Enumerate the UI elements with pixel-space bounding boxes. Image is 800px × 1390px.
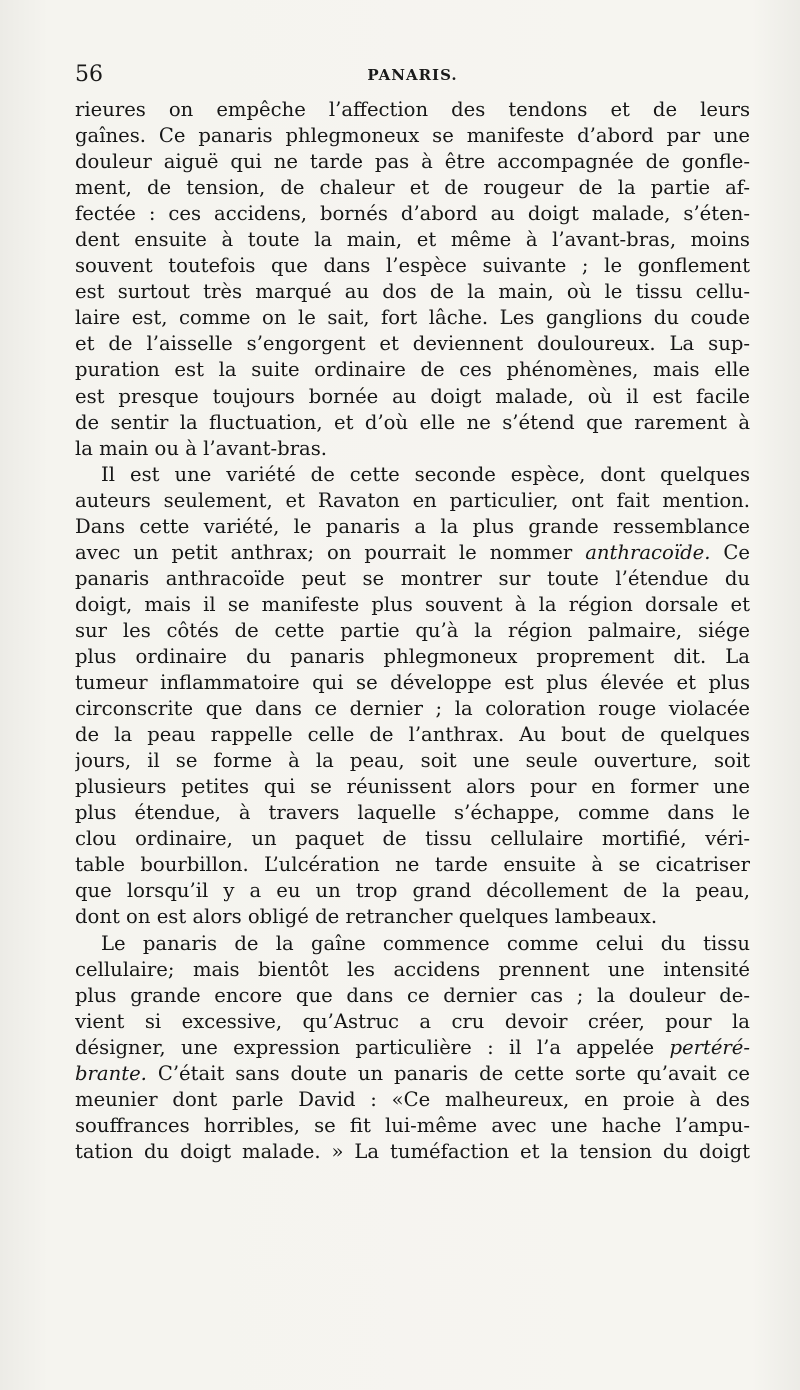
line-text: Le panaris de la gaîne commence comme celui du tissu [101,931,750,955]
line-text: plusieurs petites qui se réunissent alors pour en former une [75,775,750,799]
line-text: et de l’aisselle s’engorgent et deviennent douloureux. La sup- [75,332,750,356]
line-text: Il est une variété de cette seconde espèce, dont quelques [101,462,750,486]
line-text: plus grande encore que dans ce dernier cas ; la douleur de- [75,983,750,1007]
line-text: jours, il se forme à la peau, soit une seule ouverture, soit [75,749,750,773]
line-text: doigt, mais il se manifeste plus souvent à la région dorsale et [75,592,750,616]
line-text: souffrances horribles, se fit lui-même avec une hache l’ampu- [75,1113,750,1137]
text-line [75,331,750,357]
line-text: de sentir la fluctuation, et d’où elle ne s’étend que rarement à [75,410,750,434]
text-line [75,774,750,800]
text-line [75,931,750,957]
line-text: table bourbillon. L’ulcération ne tarde ensuite à se cicatriser [75,853,750,877]
line-text: fectée : ces accidens, bornés d’abord au doigt malade, s’éten- [75,202,750,226]
italic-term: pertéré- [669,1035,750,1059]
line-text: circonscrite que dans ce dernier ; la coloration rouge violacée [75,697,750,721]
page-header [75,62,750,94]
text-line [75,878,750,904]
line-text: meunier dont parle David : «Ce malheureux, en proie à des [75,1087,750,1111]
text-line [75,410,750,436]
line-text: dent ensuite à toute la main, et même à l’avant-bras, moins [75,228,750,252]
line-text: plus ordinaire du panaris phlegmoneux proprement dit. La [75,644,750,668]
italic-term: anthracoïde. [585,540,711,564]
line-text-after: Ce [710,540,750,564]
line-text: la main ou à l’avant-bras. [75,436,328,460]
text-line [75,514,750,540]
italic-term: brante. [75,1061,147,1085]
text-line [75,384,750,410]
text-line [75,488,750,514]
text-line [75,670,750,696]
line-text-after: C’était sans doute un panaris de cette sorte qu’avait ce [146,1061,750,1085]
line-text: plus étendue, à travers laquelle s’échappe, comme dans le [75,801,750,825]
line-text: de la peau rappelle celle de l’anthrax. Au bout de quelques [75,723,750,747]
line-text: désigner, une expression particulière : il l’a appelée [75,1035,670,1059]
line-text: puration est la suite ordinaire de ces phénomènes, mais elle [75,358,750,382]
line-text: clou ordinaire, un paquet de tissu cellulaire mortifié, véri- [75,827,750,851]
text-line [75,123,750,149]
line-text: ment, de tension, de chaleur et de rougeur de la partie af- [75,176,750,200]
text-line [75,149,750,175]
line-text: sur les côtés de cette partie qu’à la région palmaire, siége [75,618,750,642]
text-line [75,592,750,618]
text-line [75,357,750,383]
text-line [75,1061,750,1087]
line-text: auteurs seulement, et Ravaton en particulier, ont fait mention. [75,488,750,512]
text-line [75,1113,750,1139]
line-text: cellulaire; mais bientôt les accidens prennent une intensité [75,957,750,981]
text-line [75,566,750,592]
text-line [75,618,750,644]
body-text [75,97,750,1165]
line-text: est presque toujours bornée au doigt malade, où il est facile [75,384,750,408]
line-text: dont on est alors obligé de retrancher quelques lambeaux. [75,905,658,929]
running-title: PANARIS. [367,66,458,84]
line-text: souvent toutefois que dans l’espèce suivante ; le gonflement [75,254,750,278]
line-text: Dans cette variété, le panaris a la plus grande ressemblance [75,514,750,538]
text-line [75,644,750,670]
text-line [75,904,750,930]
text-line [75,696,750,722]
line-text: vient si excessive, qu’Astruc a cru devoir créer, pour la [75,1009,750,1033]
text-line [75,748,750,774]
text-line [75,175,750,201]
page-number: 56 [75,62,103,87]
text-line [75,305,750,331]
text-line [75,800,750,826]
text-line [75,852,750,878]
text-line [75,227,750,253]
text-line [75,1035,750,1061]
text-line [75,253,750,279]
text-line [75,201,750,227]
text-line [75,983,750,1009]
text-line [75,462,750,488]
line-text: panaris anthracoïde peut se montrer sur toute l’étendue du [75,566,750,590]
text-line [75,97,750,123]
line-text: tation du doigt malade. » La tuméfaction et la tension du doigt [75,1139,750,1163]
text-line [75,540,750,566]
text-line [75,436,750,462]
line-text: douleur aiguë qui ne tarde pas à être accompagnée de gonfle- [75,150,750,174]
text-line [75,1009,750,1035]
line-text: avec un petit anthrax; on pourrait le nommer [75,540,586,564]
text-line [75,279,750,305]
line-text: est surtout très marqué au dos de la main, où le tissu cellu- [75,280,750,304]
line-text: laire est, comme on le sait, fort lâche. Les ganglions du coude [75,306,750,330]
text-line [75,957,750,983]
text-line [75,722,750,748]
line-text: rieures on empêche l’affection des tendons et de leurs [75,98,750,121]
line-text: tumeur inflammatoire qui se développe est plus élevée et plus [75,671,750,695]
text-line [75,1139,750,1165]
text-line [75,826,750,852]
text-line [75,1087,750,1113]
line-text: gaînes. Ce panaris phlegmoneux se manifeste d’abord par une [75,124,750,148]
line-text: que lorsqu’il y a eu un trop grand décollement de la peau, [75,879,750,903]
